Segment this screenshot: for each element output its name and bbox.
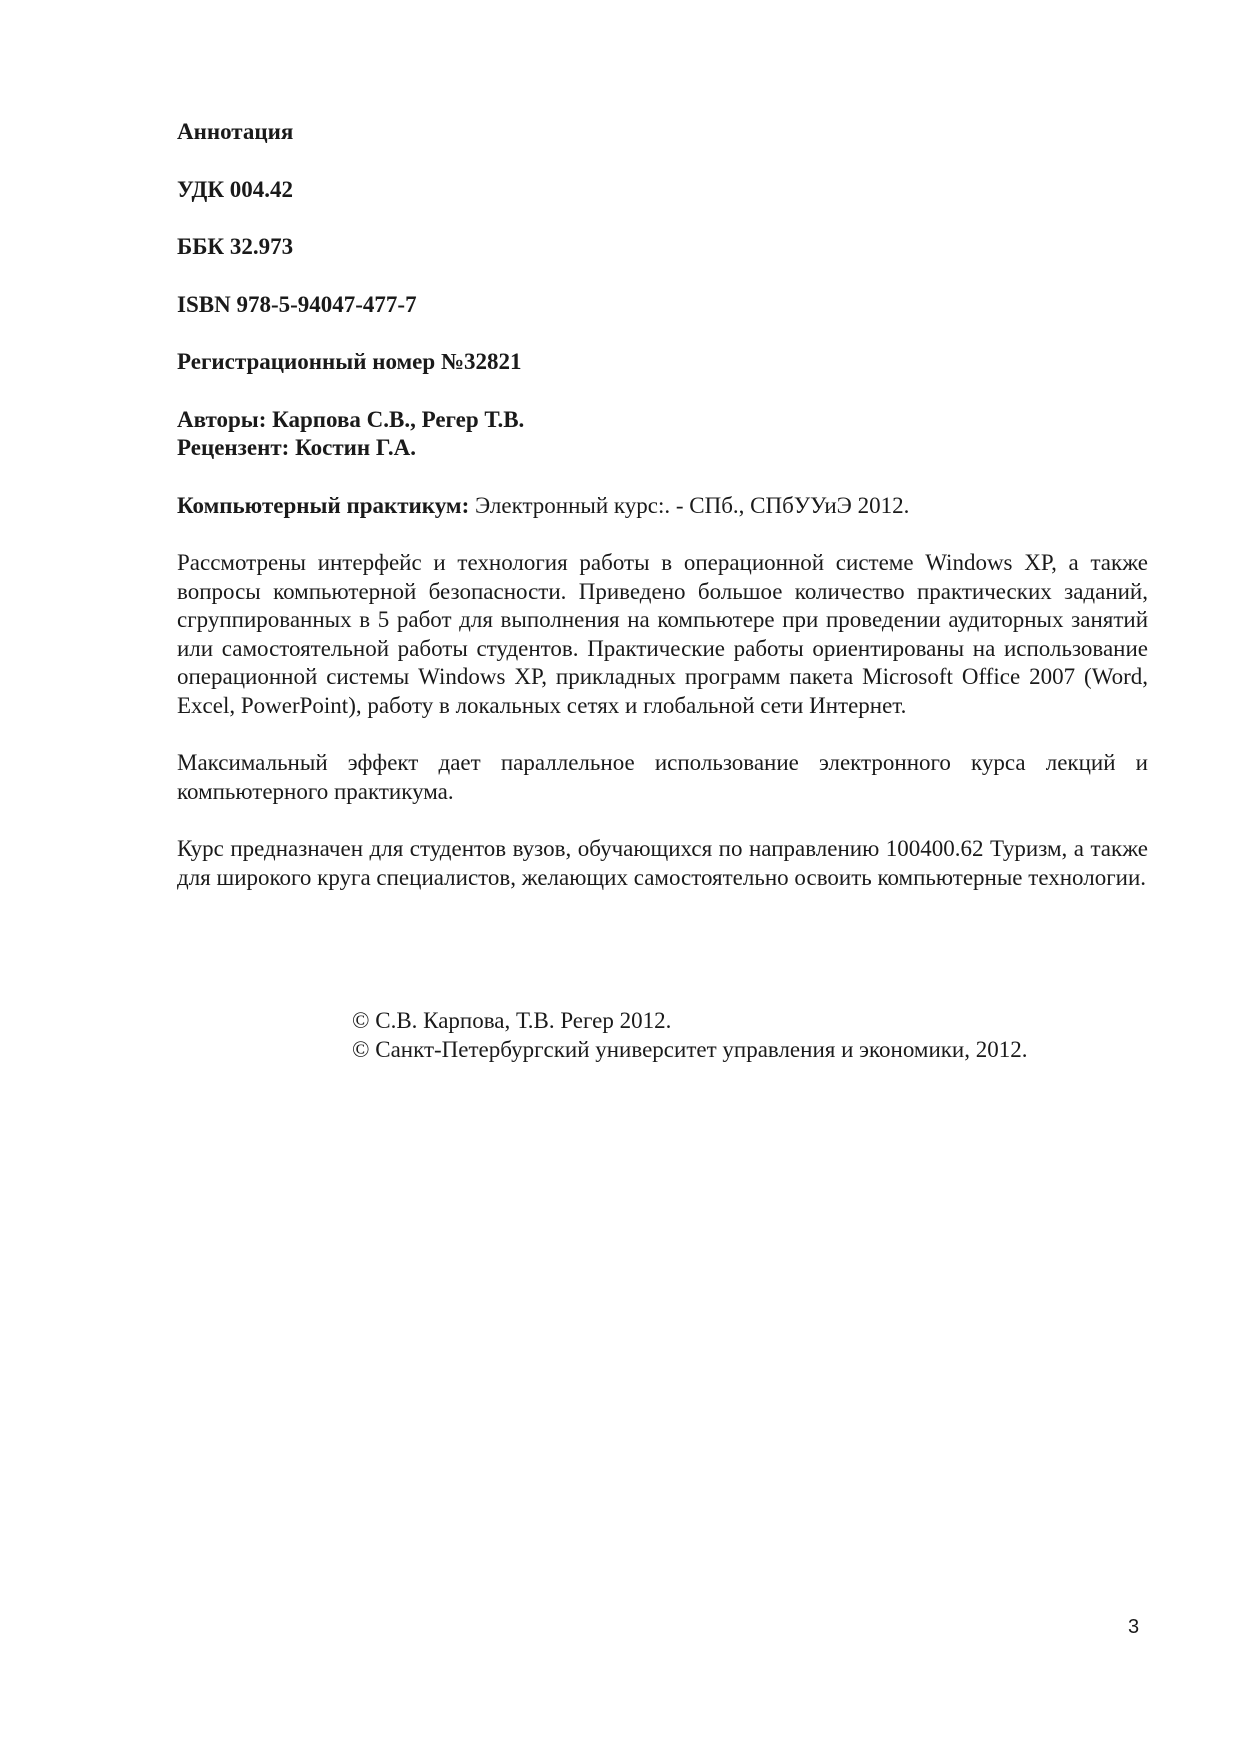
title-bold: Компьютерный практикум: [177,492,470,518]
isbn: ISBN 978-5-94047-477-7 [177,291,417,317]
bbk-code: ББК 32.973 [177,234,294,259]
authors-block [177,406,1148,463]
title-line [177,492,1148,521]
title-rest: Электронный курс:. - СПб., СПбУУиЭ 2012. [469,492,910,518]
audience-paragraph: Курс предназначен для студентов вузов, обучающихся по направлению 100400.62 Туризм, а также для широкого круга специалистов, желающих самостоятельно освоить компьютерные технологии. [177,836,1148,890]
registration-number: Регистрационный номер №32821 [177,349,522,374]
copyright-authors: © С.В. Карпова, Т.В. Регер 2012. [352,1008,672,1033]
page-number: 3 [1128,1616,1140,1638]
udk-code: УДК 004.42 [177,176,294,202]
authors-line: Авторы: Карпова С.В., Регер Т.В. [177,406,525,432]
reviewer-line: Рецензент: Костин Г.А. [177,435,417,460]
copyright-block [352,1007,1028,1064]
page-content [177,118,1148,921]
description-paragraph: Рассмотрены интерфейс и технология работы в операционной системе Windows XP, а также вопросы компьютерной безопасности. Приведено большое количество практических заданий, сгруппированных в 5 работ для выполнения на компьютере при проведении аудиторных занятий или самостоятельной работы студентов. Практические работы ориентированы на использование операционной системы Windows XP, прикладных программ пакета Microsoft Office 2007 (Word, Excel, PowerPoint), работу в локальных сетях и глобальной сети Интернет. [177,550,1148,718]
annotation-heading: Аннотация [177,119,294,144]
effect-paragraph: Максимальный эффект дает параллельное использование электронного курса лекций и компьютерного практикума. [177,750,1148,804]
copyright-university: © Санкт-Петербургский университет управления и экономики, 2012. [352,1036,1028,1062]
